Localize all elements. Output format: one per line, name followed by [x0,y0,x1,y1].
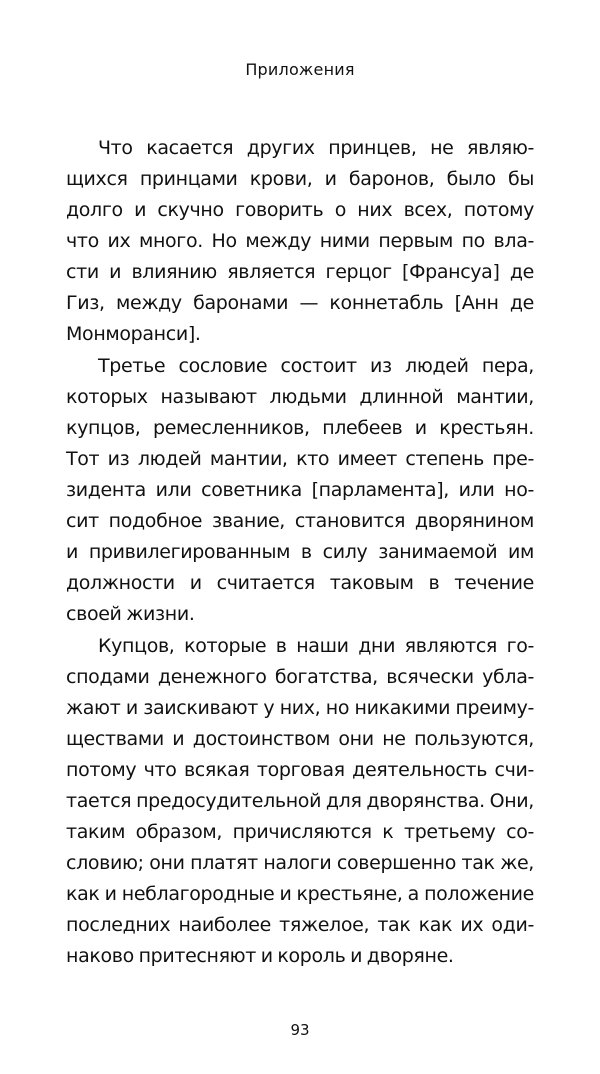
paragraph-2 [66,351,534,630]
text-line: должности и считается таковым в течение [66,572,534,594]
text-line: наково притесняют и король и дворяне. [66,945,454,967]
text-line: которых называют людьми длинной мантии, [66,386,534,408]
paragraph-3 [66,631,534,972]
text-line: Купцов, которые в наши дни являются го- [98,635,534,657]
text-line: Тот из людей мантии, кто имеет степень пре- [66,448,534,470]
text-line: купцов, ремесленников, плебеев и крестьян. [66,417,534,439]
paragraph-1 [66,133,534,350]
text-line: жают и заискивают у них, но никакими преиму- [66,697,534,719]
text-line: Гиз, между баронами — коннетабль [Анн де [66,292,534,314]
text-line: сподами денежного богатства, всячески ублa- [66,666,534,688]
text-line: потому что всякая торговая деятельность счи- [66,759,534,781]
text-line: словию; они платят налоги совершенно так же, [66,852,534,874]
text-line: как и неблагородные и крестьяне, а положение [66,883,534,905]
text-line: тается предосудительной для дворянства. Они, [66,790,534,812]
text-line: долго и скучно говорить о них всех, потому [66,199,534,221]
text-line: и привилегированным в силу занимаемой им [66,541,534,563]
text-line: ществами и достоинством они не пользуются, [66,728,534,750]
text-line: зидента или советника [парламента], или но- [66,479,534,501]
body-text [66,133,534,972]
text-line: Что касается других принцев, не являю- [98,137,534,159]
text-line: Монморанси]. [66,323,201,345]
text-line: таким образом, причисляются к третьему со- [66,821,534,843]
text-line: сит подобное звание, становится дворянином [66,510,534,532]
text-line: щихся принцами крови, и баронов, было бы [66,168,534,190]
text-line: последних наиболее тяжелое, так как их оди- [66,914,534,936]
text-line: своей жизни. [66,603,195,625]
text-line: что их много. Но между ними первым по вла- [66,230,534,252]
text-line: Третье сословие состоит из людей пера, [98,355,534,377]
running-head: Приложения [245,60,355,79]
text-line: сти и влиянию является герцог [Франсуа] де [66,261,534,283]
page-number: 93 [290,1021,310,1039]
